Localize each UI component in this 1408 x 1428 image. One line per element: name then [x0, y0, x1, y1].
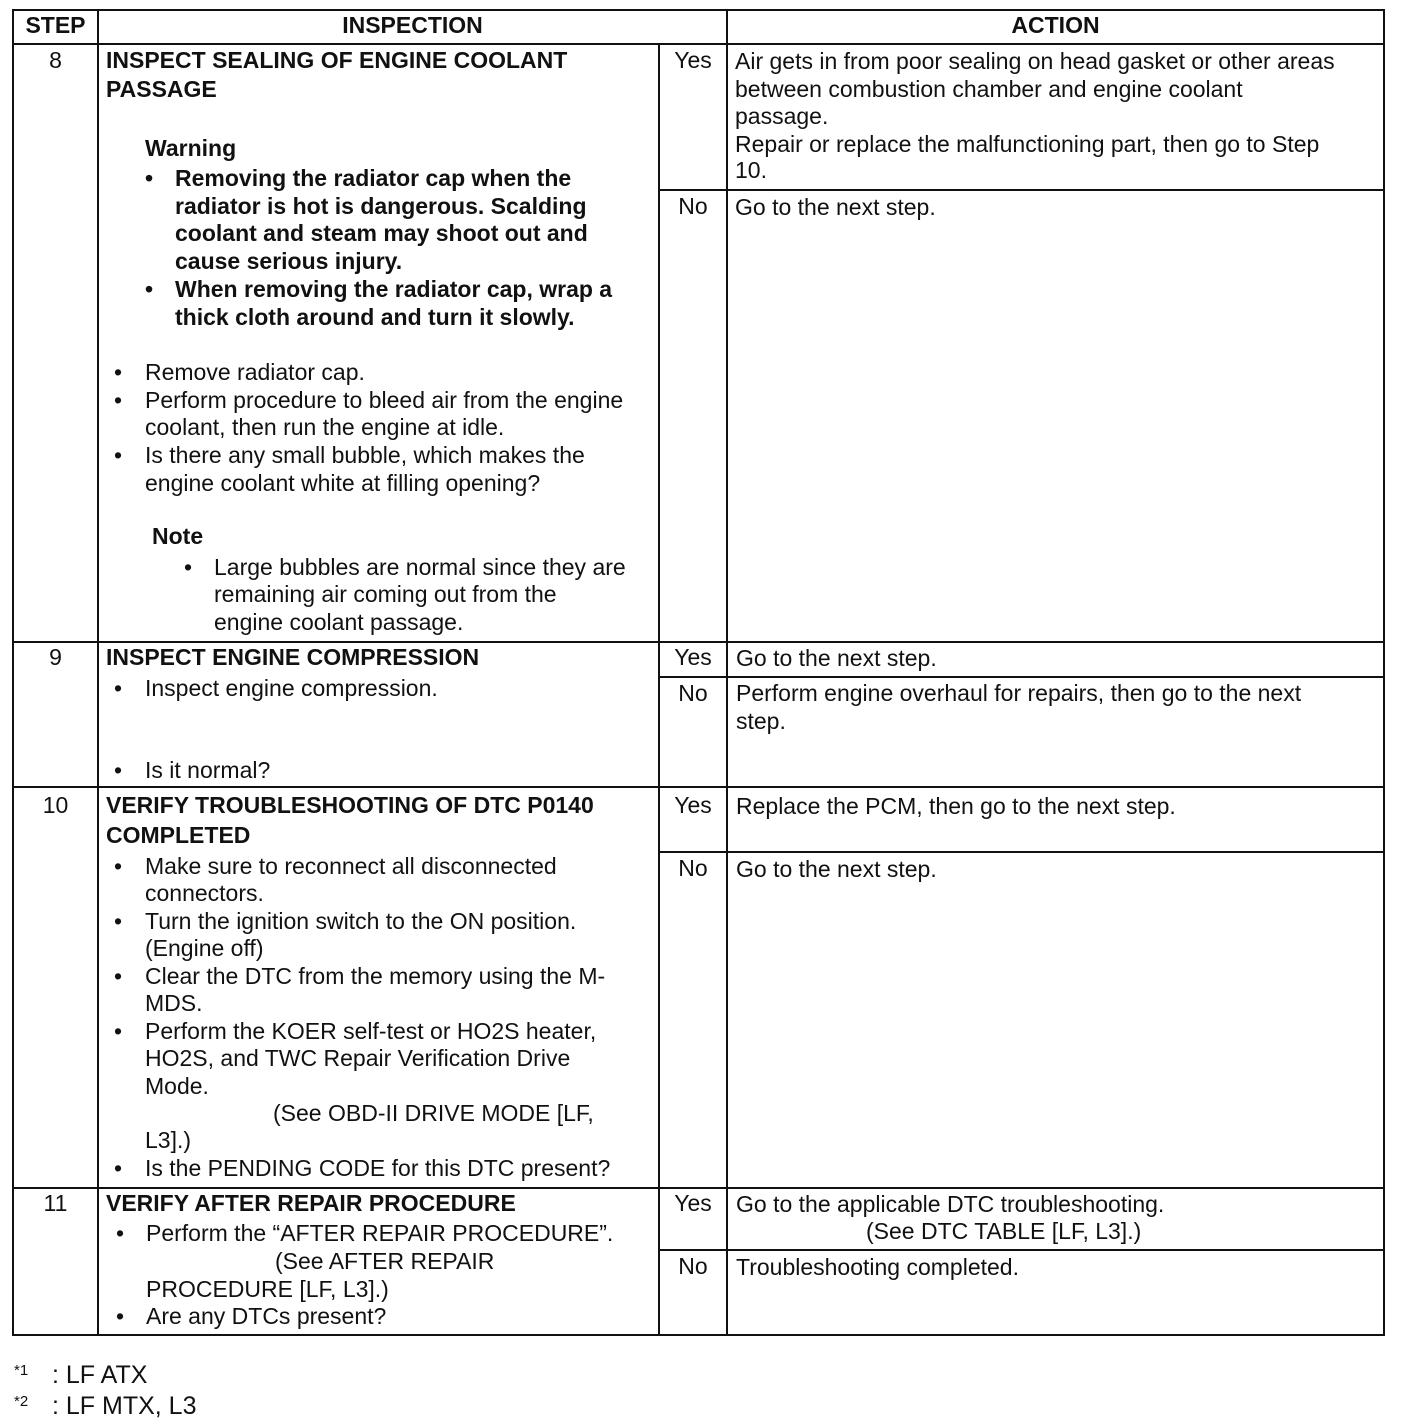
step-title: COMPLETED	[106, 822, 251, 848]
reference-text: L3].)	[145, 1127, 192, 1153]
footnote-text: : LF MTX, L3	[52, 1392, 197, 1420]
bullet: •	[114, 963, 123, 989]
yes-label: Yes	[674, 1190, 712, 1216]
action-text: Troubleshooting completed.	[736, 1254, 1019, 1280]
step-title: VERIFY AFTER REPAIR PROCEDURE	[106, 1190, 516, 1216]
yes-label: Yes	[674, 47, 712, 73]
note-text: engine coolant passage.	[214, 609, 464, 635]
inspection-item: Remove radiator cap.	[145, 359, 365, 385]
step-title: INSPECT ENGINE COMPRESSION	[106, 644, 480, 670]
inspection-item: (Engine off)	[145, 935, 264, 961]
action-text: step.	[736, 708, 786, 734]
action-text: Repair or replace the malfunctioning part, then go to Step	[735, 131, 1320, 157]
warning-text: When removing the radiator cap, wrap a	[175, 276, 613, 302]
footnote-text: : LF ATX	[52, 1361, 148, 1389]
inspection-item: Are any DTCs present?	[146, 1303, 387, 1329]
inspection-item: Perform procedure to bleed air from the engine	[145, 387, 624, 413]
inspection-item: Clear the DTC from the memory using the M-	[145, 963, 606, 989]
bullet: •	[114, 442, 123, 468]
footnote-mark: *2	[14, 1393, 29, 1410]
warning-text: coolant and steam may shoot out and	[175, 220, 588, 246]
bullet: •	[114, 908, 123, 934]
inspection-item: Inspect engine compression.	[145, 675, 438, 701]
inspection-item: coolant, then run the engine at idle.	[145, 414, 505, 440]
inspection-item: HO2S, and TWC Repair Verification Drive	[145, 1045, 571, 1071]
warning-label: Warning	[145, 135, 237, 161]
bullet: •	[114, 1155, 123, 1181]
step-number: 10	[42, 792, 69, 818]
inspection-item: connectors.	[145, 880, 264, 906]
step-title: VERIFY TROUBLESHOOTING OF DTC P0140	[106, 792, 594, 818]
warning-text: radiator is hot is dangerous. Scalding	[175, 193, 587, 219]
step-number: 11	[43, 1190, 68, 1216]
inspection-item: Is there any small bubble, which makes the	[145, 442, 585, 468]
no-label: No	[678, 193, 708, 219]
reference-text: (See OBD-II DRIVE MODE [LF,	[273, 1100, 594, 1126]
header-inspection: INSPECTION	[342, 12, 483, 38]
footnote	[14, 1360, 148, 1390]
action-text: Go to the next step.	[735, 194, 936, 220]
bullet: •	[114, 757, 123, 783]
no-label: No	[678, 1253, 708, 1279]
action-text: Go to the applicable DTC troubleshooting.	[736, 1191, 1165, 1217]
yes-label: Yes	[674, 644, 712, 670]
inspection-item: MDS.	[145, 990, 203, 1016]
inspection-item: Turn the ignition switch to the ON position.	[145, 908, 577, 934]
bullet: •	[114, 1018, 123, 1044]
reference-text: (See AFTER REPAIR	[275, 1248, 495, 1274]
action-text: Go to the next step.	[736, 645, 937, 671]
inspection-item: Is the PENDING CODE for this DTC present?	[145, 1155, 611, 1181]
bullet: •	[184, 554, 193, 580]
inspection-item: Make sure to reconnect all disconnected	[145, 853, 557, 879]
action-text: Air gets in from poor sealing on head gasket or other areas	[735, 48, 1335, 74]
inspection-item: Perform the “AFTER REPAIR PROCEDURE”.	[146, 1220, 614, 1246]
inspection-item: engine coolant white at filling opening?	[145, 470, 541, 496]
note-text: remaining air coming out from the	[214, 581, 557, 607]
header-action: ACTION	[1011, 12, 1100, 38]
yes-label: Yes	[674, 792, 712, 818]
footnote-mark: *1	[14, 1362, 29, 1379]
bullet: •	[114, 675, 123, 701]
bullet: •	[114, 359, 123, 385]
step-number: 9	[49, 644, 62, 670]
step-title: INSPECT SEALING OF ENGINE COOLANT	[106, 47, 568, 73]
note-label: Note	[152, 523, 204, 549]
bullet: •	[116, 1303, 125, 1329]
bullet: •	[114, 387, 123, 413]
bullet: •	[114, 853, 123, 879]
footnote	[14, 1391, 197, 1421]
action-text: between combustion chamber and engine coolant	[735, 76, 1243, 102]
step-number: 8	[49, 47, 62, 73]
note-text: Large bubbles are normal since they are	[214, 554, 626, 580]
action-text: 10.	[735, 157, 767, 183]
action-text: Perform engine overhaul for repairs, then go to the next	[736, 680, 1302, 706]
inspection-item: Is it normal?	[145, 757, 271, 783]
inspection-item: Mode.	[145, 1073, 209, 1099]
warning-text: cause serious injury.	[175, 248, 403, 274]
no-label: No	[678, 855, 708, 881]
reference-text: PROCEDURE [LF, L3].)	[146, 1276, 389, 1302]
bullet: •	[145, 276, 154, 302]
action-text: (See DTC TABLE [LF, L3].)	[866, 1218, 1142, 1244]
bullet: •	[145, 165, 154, 191]
action-text: Go to the next step.	[736, 856, 937, 882]
warning-text: thick cloth around and turn it slowly.	[175, 304, 575, 330]
action-text: Replace the PCM, then go to the next step.	[736, 793, 1176, 819]
no-label: No	[678, 680, 708, 706]
action-text: passage.	[735, 103, 829, 129]
bullet: •	[116, 1220, 125, 1246]
warning-text: Removing the radiator cap when the	[175, 165, 572, 191]
header-step: STEP	[25, 12, 86, 38]
step-title: PASSAGE	[106, 76, 217, 102]
inspection-item: Perform the KOER self-test or HO2S heater,	[145, 1018, 597, 1044]
